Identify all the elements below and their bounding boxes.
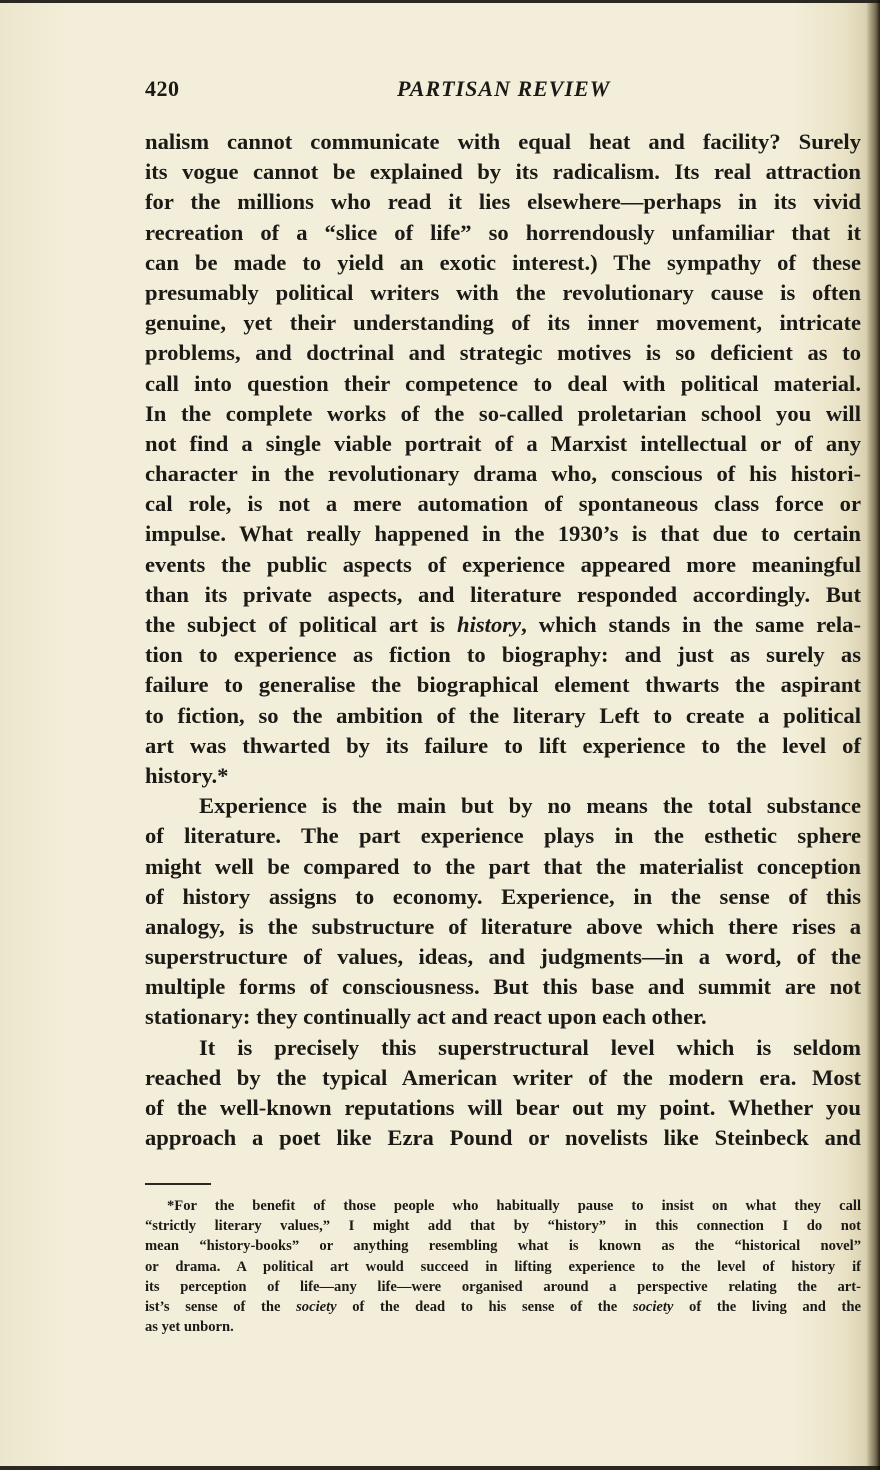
text-line: presumably political writers with the revolutionary cause is often <box>145 279 861 305</box>
running-head: PARTISAN REVIEW <box>397 76 611 101</box>
footnote-line: *For the benefit of those people who habitually pause to insist on what they call <box>167 1198 861 1214</box>
text-line: approach a poet like Ezra Pound or novelists like Steinbeck and <box>145 1125 861 1151</box>
text-line: not find a single viable portrait of a Marxist intellectual or of any <box>145 430 861 456</box>
text-line: of the well-known reputations will bear out my point. Whether you <box>145 1095 861 1120</box>
text-line: reached by the typical American writer of the modern era. Most <box>145 1064 861 1090</box>
footnote-rule <box>145 1183 211 1185</box>
text-line: analogy, is the substructure of literature above which there rises a <box>145 913 861 939</box>
text-line: nalism cannot communicate with equal heat and facility? Surely <box>145 129 861 154</box>
text-line: can be made to yield an exotic interest.) The sympathy of these <box>145 249 861 275</box>
italic-society: society <box>632 1298 674 1315</box>
text-line: superstructure of values, ideas, and judgments—in a word, of the <box>145 944 861 970</box>
text-line: tion to experience as fiction to biography: and just as surely as <box>145 642 861 668</box>
footnote-line: or drama. A political art would succeed in lifting experience to the level of history if <box>145 1258 861 1275</box>
text-line: its vogue cannot be explained by its radicalism. Its real attraction <box>145 159 861 185</box>
italic-history: history <box>457 612 522 637</box>
text-line: history.* <box>145 762 229 788</box>
top-edge <box>0 0 880 3</box>
text-line: events the public aspects of experience appeared more meaningful <box>145 551 861 577</box>
footnote-line: mean “history-books” or anything resembling what is known as the “historical novel” <box>145 1238 861 1255</box>
page-header <box>145 76 861 106</box>
text-segment: ist’s sense of the <box>145 1298 297 1315</box>
text-line: recreation of a “slice of life” so horrendously unfamiliar that it <box>145 219 861 245</box>
binding-shadow <box>866 0 880 1470</box>
footnote-line: its perception of life—any life—were organised around a perspective relating the art- <box>145 1278 861 1295</box>
body-text <box>145 127 861 1153</box>
text-line: failure to generalise the biographical element thwarts the aspirant <box>145 672 861 698</box>
text-segment: of the living and the <box>673 1298 861 1315</box>
text-segment: of the dead to his sense of the <box>336 1298 633 1315</box>
text-line: art was thwarted by its failure to lift experience to the level of <box>145 732 861 758</box>
text-segment: the subject of political art is <box>145 612 458 637</box>
footnote-line: “strictly literary values,” I might add that by “history” in this connection I do not <box>145 1218 861 1235</box>
text-line: than its private aspects, and literature responded accordingly. But <box>145 581 861 607</box>
footnote-line: as yet unborn. <box>145 1319 234 1336</box>
footnote-line-society <box>145 1297 861 1317</box>
text-line: for the millions who read it lies elsewhere—perhaps in its vivid <box>145 189 861 215</box>
text-line: In the complete works of the so-called proletarian school you will <box>145 400 861 426</box>
text-line: problems, and doctrinal and strategic motives is so deficient as to <box>145 340 861 366</box>
page-number: 420 <box>145 76 180 101</box>
paragraph-start: It is precisely this superstructural level which is seldom <box>199 1034 861 1060</box>
text-line: character in the revolutionary drama who, conscious of his histori- <box>145 461 861 487</box>
text-line: might well be compared to the part that the materialist conception <box>145 853 861 879</box>
text-line: call into question their competence to deal with political material. <box>145 370 861 396</box>
footnote <box>145 1196 861 1337</box>
text-line: to fiction, so the ambition of the literary Left to create a political <box>145 702 861 728</box>
text-line-history <box>145 610 861 640</box>
text-line: of literature. The part experience plays in the esthetic sphere <box>145 823 861 849</box>
text-line: stationary: they continually act and react upon each other. <box>145 1004 707 1030</box>
text-line: of history assigns to economy. Experience, in the sense of this <box>145 883 861 909</box>
text-line: impulse. What really happened in the 1930’s is that due to certain <box>145 521 861 547</box>
italic-society: society <box>296 1298 337 1315</box>
bottom-edge <box>0 1466 880 1470</box>
text-segment: , which stands in the same rela- <box>521 612 861 637</box>
text-line: genuine, yet their understanding of its inner movement, intricate <box>145 310 861 336</box>
text-line: multiple forms of consciousness. But this base and summit are not <box>145 974 861 1000</box>
paragraph-start: Experience is the main but by no means the total substance <box>199 793 861 819</box>
text-line: cal role, is not a mere automation of spontaneous class force or <box>145 491 861 517</box>
